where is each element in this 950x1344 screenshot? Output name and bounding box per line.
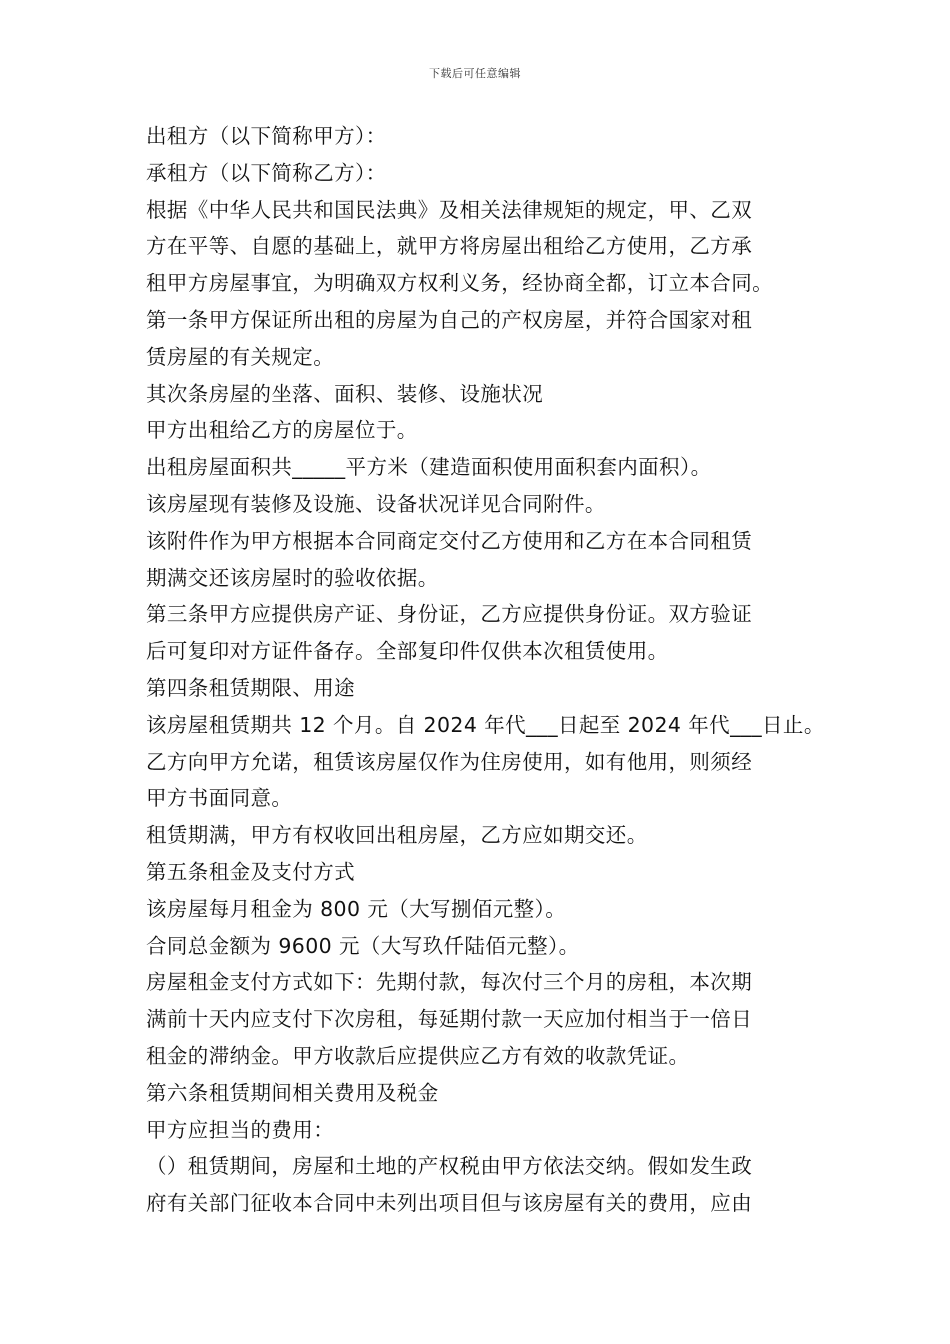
text-line: 承租方（以下简称乙方）：: [146, 160, 387, 185]
text-line: 第一条甲方保证所出租的房屋为自己的产权房屋，并符合国家对租: [146, 307, 753, 332]
text-line: 合同总金额为 9600 元（大写玖仟陆佰元整）。: [146, 933, 580, 958]
text-line: 府有关部门征收本合同中未列出项目但与该房屋有关的费用，应由: [146, 1191, 753, 1216]
text-line: 第三条甲方应提供房产证、身份证，乙方应提供身份证。双方验证: [146, 602, 753, 627]
text-line: 赁房屋的有关规定。: [146, 344, 335, 369]
text-line: 该房屋租赁期共 12 个月。自 2024 年代___日起至 2024 年代___日止。: [146, 712, 825, 737]
text-line: 甲方书面同意。: [146, 786, 293, 811]
text-line: 其次条房屋的坐落、面积、装修、设施状况: [146, 381, 544, 406]
text-line: 乙方向甲方允诺，租赁该房屋仅作为住房使用，如有他用，则须经: [146, 749, 753, 774]
text-line: 期满交还该房屋时的验收依据。: [146, 565, 439, 590]
text-line: 租甲方房屋事宜，为明确双方权利义务，经协商全都，订立本合同。: [146, 271, 773, 296]
text-line: 租赁期满，甲方有权收回出租房屋，乙方应如期交还。: [146, 823, 648, 848]
text-line: 第六条租赁期间相关费用及税金: [146, 1080, 439, 1105]
text-line: 该房屋现有装修及设施、设备状况详见合同附件。: [146, 491, 606, 516]
text-line: （）租赁期间，房屋和土地的产权税由甲方依法交纳。假如发生政: [146, 1154, 753, 1179]
text-line: 甲方应担当的费用：: [146, 1117, 335, 1142]
page-header: 下载后可任意编辑: [429, 67, 521, 80]
text-line: 甲方出租给乙方的房屋位于。: [146, 418, 418, 443]
text-line: 满前十天内应支付下次房租，每延期付款一天应加付相当于一倍日: [146, 1007, 753, 1032]
contract-body: [146, 118, 825, 1222]
text-line: 该房屋每月租金为 800 元（大写捌佰元整）。: [146, 896, 567, 921]
text-line: 后可复印对方证件备存。全部复印件仅供本次租赁使用。: [146, 639, 669, 664]
text-line: 第五条租金及支付方式: [146, 859, 355, 884]
text-line: 出租方（以下简称甲方）：: [146, 124, 387, 148]
text-line: 根据《中华人民共和国民法典》及相关法律规矩的规定，甲、乙双: [146, 197, 753, 222]
text-line: 第四条租赁期限、用途: [146, 675, 355, 700]
text-line: 该附件作为甲方根据本合同商定交付乙方使用和乙方在本合同租赁: [146, 528, 753, 553]
text-line: 方在平等、自愿的基础上，就甲方将房屋出租给乙方使用，乙方承: [146, 234, 753, 259]
text-line: 房屋租金支付方式如下：先期付款，每次付三个月的房租，本次期: [146, 970, 753, 995]
text-line: 出租房屋面积共_____平方米（建造面积使用面积套内面积）。: [146, 455, 712, 480]
text-line: 租金的滞纳金。甲方收款后应提供应乙方有效的收款凭证。: [146, 1043, 690, 1068]
